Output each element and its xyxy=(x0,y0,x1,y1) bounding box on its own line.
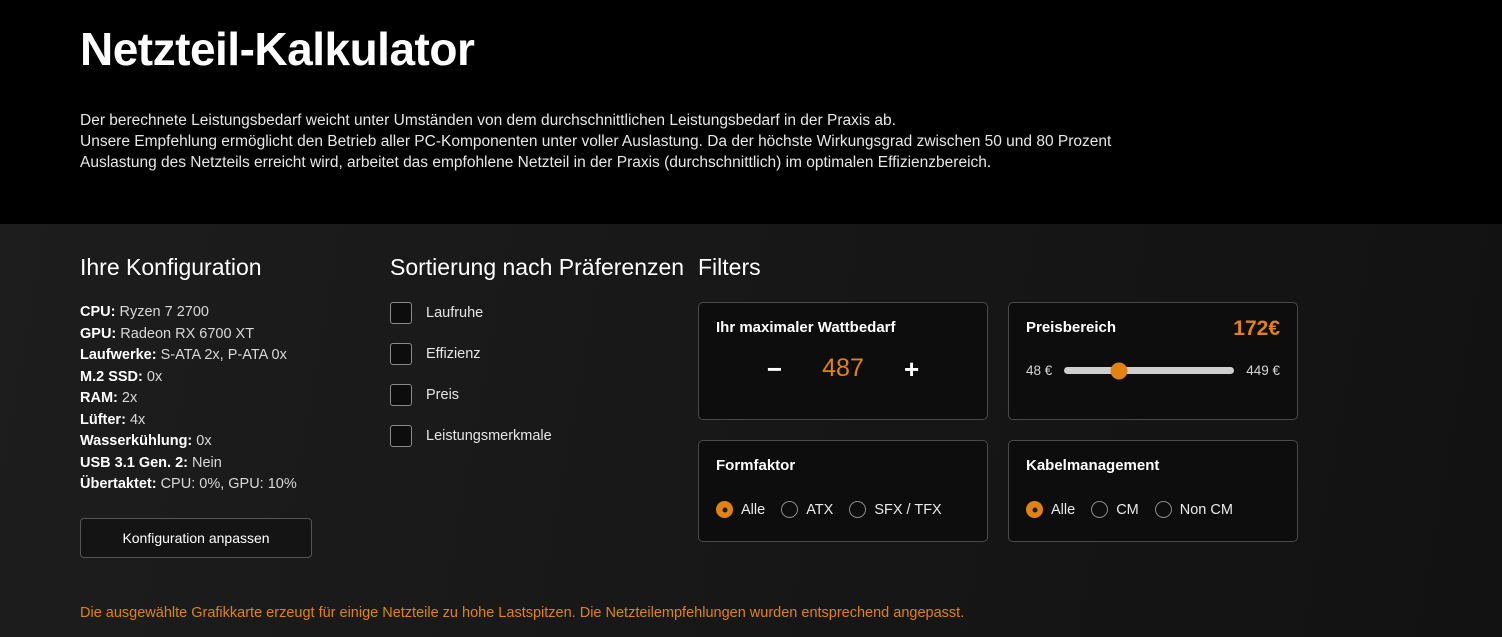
filters-heading: Filters xyxy=(698,254,761,280)
configuration-column xyxy=(80,252,390,558)
watt-filter-card xyxy=(698,302,988,420)
radio-icon[interactable] xyxy=(1155,501,1172,518)
config-key: CPU: xyxy=(80,304,116,320)
sort-option-label: Leistungsmerkmale xyxy=(426,428,552,444)
watt-card-title: Ihr maximaler Wattbedarf xyxy=(716,319,896,336)
radio-icon[interactable] xyxy=(1026,501,1043,518)
list-item xyxy=(80,367,390,389)
kabelmanagement-filter-card xyxy=(1008,440,1298,542)
adjust-configuration-label: Konfiguration anpassen xyxy=(122,529,270,546)
kabelmanagement-option-label: CM xyxy=(1116,501,1139,518)
sort-option-label: Effizienz xyxy=(426,346,481,362)
price-filter-card xyxy=(1008,302,1298,420)
sorting-heading: Sortierung nach Präferenzen xyxy=(390,254,685,280)
config-value: Nein xyxy=(192,454,222,471)
intro-line-1: Der berechnete Leistungsbedarf weicht unter Umständen von dem durchschnittlichen Leistungsbedarf in der Praxis ab. xyxy=(80,112,896,129)
watt-decrease-button[interactable]: − xyxy=(766,353,782,384)
list-item xyxy=(80,474,390,496)
formfaktor-radio-group xyxy=(716,501,970,518)
config-key: RAM: xyxy=(80,390,118,406)
formfaktor-option-label: Alle xyxy=(741,501,766,518)
config-key: USB 3.1 Gen. 2: xyxy=(80,454,188,471)
formfaktor-card-title: Formfaktor xyxy=(716,457,796,474)
price-min-label: 48 € xyxy=(1026,363,1053,378)
kabelmanagement-card-title: Kabelmanagement xyxy=(1026,457,1160,474)
adjust-configuration-button[interactable] xyxy=(80,518,312,558)
filter-panel xyxy=(0,224,1502,637)
configuration-list xyxy=(80,302,390,496)
list-item xyxy=(80,388,390,410)
config-key: M.2 SSD: xyxy=(80,368,143,385)
list-item xyxy=(80,324,390,346)
price-card-title: Preisbereich xyxy=(1026,319,1117,336)
kabelmanagement-option-alle[interactable] xyxy=(1026,501,1075,518)
kabelmanagement-radio-group xyxy=(1026,501,1280,518)
price-slider-track[interactable] xyxy=(1064,367,1234,374)
checkbox-icon[interactable] xyxy=(390,302,412,324)
formfaktor-option-atx[interactable] xyxy=(781,501,833,518)
config-key: Übertaktet: xyxy=(80,476,157,492)
config-key: GPU: xyxy=(80,325,117,342)
list-item xyxy=(80,410,390,432)
list-item xyxy=(80,453,390,475)
sort-option-preis[interactable] xyxy=(390,384,698,406)
intro-line-2: Unsere Empfehlung ermöglicht den Betrieb aller PC-Komponenten unter voller Auslastung. Da der höchste Wirkungsgrad zwischen 50 und 80 Prozent xyxy=(80,133,1112,150)
sorting-column xyxy=(390,252,698,466)
watt-value[interactable]: 487 xyxy=(822,354,864,382)
kabelmanagement-option-label: Alle xyxy=(1051,501,1076,518)
sort-option-label: Preis xyxy=(426,387,460,403)
radio-icon[interactable] xyxy=(716,501,733,518)
filters-column xyxy=(698,252,1338,542)
config-value: S-ATA 2x, P-ATA 0x xyxy=(160,347,287,363)
formfaktor-option-alle[interactable] xyxy=(716,501,765,518)
checkbox-icon[interactable] xyxy=(390,425,412,447)
formfaktor-option-label: SFX / TFX xyxy=(874,501,942,518)
config-value: CPU: 0%, GPU: 10% xyxy=(160,476,297,492)
formfaktor-filter-card xyxy=(698,440,988,542)
intro-text xyxy=(80,110,1280,173)
price-slider-handle[interactable] xyxy=(1110,362,1127,379)
config-value: 0x xyxy=(196,433,212,449)
page-title: Netzteil-Kalkulator xyxy=(80,23,475,75)
config-value: 2x xyxy=(121,390,138,406)
checkbox-icon[interactable] xyxy=(390,343,412,365)
config-value: Ryzen 7 2700 xyxy=(119,304,209,320)
config-key: Wasserkühlung: xyxy=(80,433,193,449)
configuration-heading: Ihre Konfiguration xyxy=(80,254,262,280)
intro-line-3: Auslastung des Netzteils erreicht wird, arbeitet das empfohlene Netzteil in der Praxis (durchschnittlich) im optimalen Effizienzbereich. xyxy=(80,154,992,171)
config-key: Lüfter: xyxy=(80,411,126,428)
sort-option-leistungsmerkmale[interactable] xyxy=(390,425,698,447)
page-header xyxy=(0,0,1502,224)
watt-increase-button[interactable]: + xyxy=(904,353,920,384)
kabelmanagement-option-non-cm[interactable] xyxy=(1155,501,1233,518)
price-slider xyxy=(1026,363,1280,378)
formfaktor-option-sfx-tfx[interactable] xyxy=(849,501,941,518)
sort-option-label: Laufruhe xyxy=(426,305,484,321)
watt-stepper xyxy=(716,354,970,383)
price-max-label: 449 € xyxy=(1246,363,1280,378)
sort-option-effizienz[interactable] xyxy=(390,343,698,365)
config-value: Radeon RX 6700 XT xyxy=(120,325,255,342)
price-current-value: 172€ xyxy=(1233,317,1280,340)
warning-message: Die ausgewählte Grafikkarte erzeugt für einige Netzteile zu hohe Lastspitzen. Die Netzteilempfehlungen wurden entsprechend angepasst. xyxy=(80,605,965,621)
list-item xyxy=(80,345,390,367)
list-item xyxy=(80,302,390,324)
kabelmanagement-option-cm[interactable] xyxy=(1091,501,1139,518)
config-value: 4x xyxy=(129,411,146,428)
checkbox-icon[interactable] xyxy=(390,384,412,406)
formfaktor-option-label: ATX xyxy=(806,501,834,518)
radio-icon[interactable] xyxy=(1091,501,1108,518)
config-value: 0x xyxy=(146,368,163,385)
radio-icon[interactable] xyxy=(849,501,866,518)
radio-icon[interactable] xyxy=(781,501,798,518)
list-item xyxy=(80,431,390,453)
kabelmanagement-option-label: Non CM xyxy=(1179,501,1233,518)
config-key: Laufwerke: xyxy=(80,347,157,363)
sort-option-laufruhe[interactable] xyxy=(390,302,698,324)
